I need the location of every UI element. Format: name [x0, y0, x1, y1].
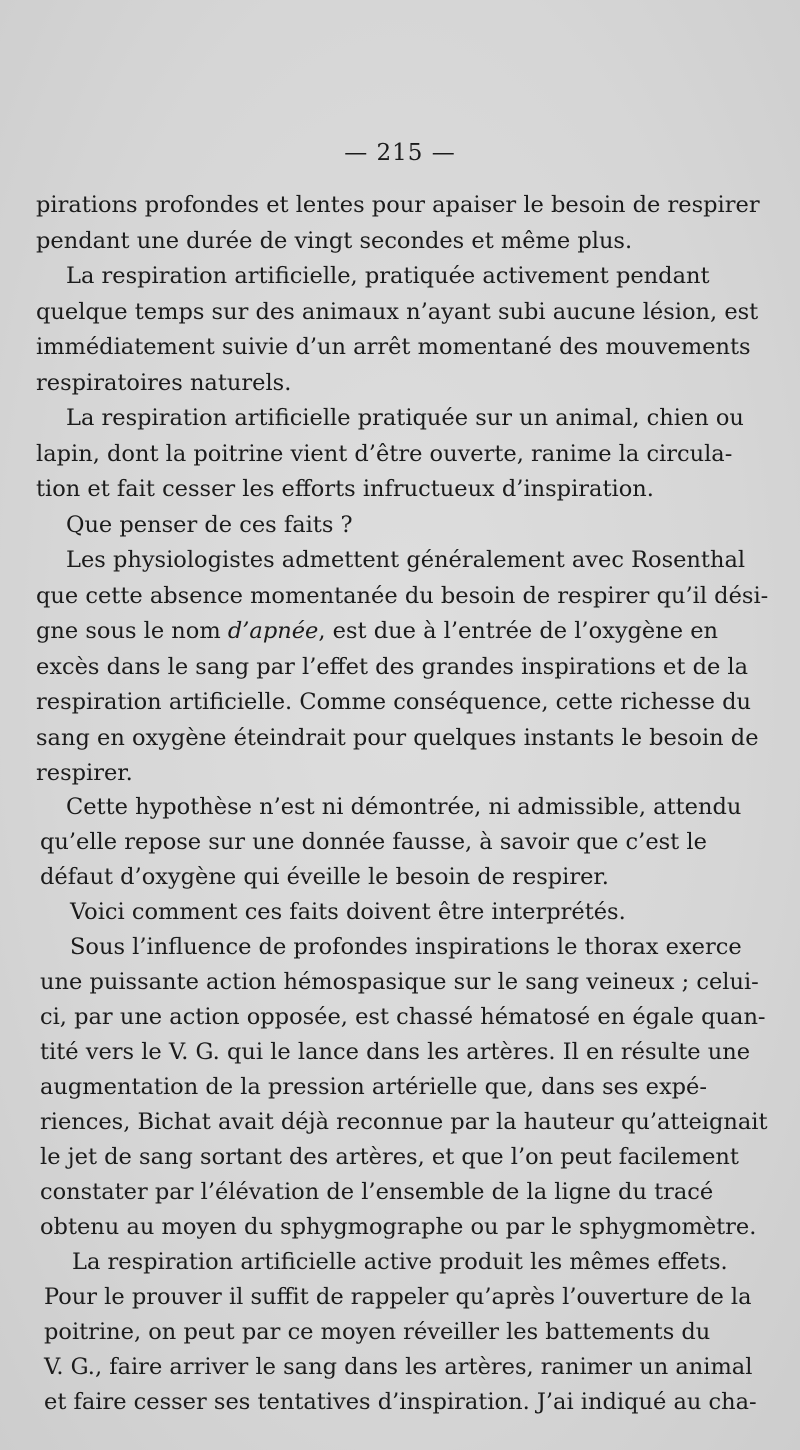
text-line: qu’elle repose sur une donnée fausse, à savoir que c’est le — [40, 829, 707, 855]
text-line: Que penser de ces faits ? — [66, 512, 353, 538]
text-line: constater par l’élévation de l’ensemble de la ligne du tracé — [40, 1179, 714, 1205]
text-line: pendant une durée de vingt secondes et même plus. — [36, 228, 633, 254]
text-line: poitrine, on peut par ce moyen réveiller les battements du — [44, 1319, 711, 1345]
text-line: et faire cesser ses tentatives d’inspiration. J’ai indiqué au cha- — [44, 1389, 757, 1415]
text-line: respiratoires naturels. — [36, 370, 292, 396]
text-line: obtenu au moyen du sphygmographe ou par le sphygmomètre. — [40, 1214, 757, 1240]
text-line: ci, par une action opposée, est chassé hématosé en égale quan- — [40, 1004, 766, 1030]
text-line: La respiration artificielle, pratiquée activement pendant — [66, 263, 710, 289]
page-number: — 215 — — [344, 140, 456, 166]
text-line: Les physiologistes admettent généralement avec Rosenthal — [66, 547, 746, 573]
text-line: respiration artificielle. Comme conséquence, cette richesse du — [36, 689, 751, 715]
text-line: tité vers le V. G. qui le lance dans les artères. Il en résulte une — [40, 1039, 751, 1065]
text-line: respirer. — [36, 760, 133, 786]
text-line: augmentation de la pression artérielle que, dans ses expé- — [40, 1074, 707, 1100]
text-line: La respiration artificielle active produit les mêmes effets. — [72, 1249, 728, 1275]
text-line: sang en oxygène éteindrait pour quelques instants le besoin de — [36, 725, 759, 751]
text-line: Pour le prouver il suffit de rappeler qu’après l’ouverture de la — [44, 1284, 752, 1310]
text-line: une puissante action hémospasique sur le sang veineux ; celui- — [40, 969, 759, 995]
text-line: que cette absence momentanée du besoin de respirer qu’il dési- — [36, 583, 769, 609]
text-line: Voici comment ces faits doivent être interprétés. — [70, 899, 626, 925]
text-line: immédiatement suivie d’un arrêt momentané des mouvements — [36, 334, 751, 360]
text-line: excès dans le sang par l’effet des grandes inspirations et de la — [36, 654, 749, 680]
text-line: riences, Bichat avait déjà reconnue par la hauteur qu’atteignait — [40, 1109, 768, 1135]
text-line: Cette hypothèse n’est ni démontrée, ni admissible, attendu — [66, 794, 742, 820]
text-line: quelque temps sur des animaux n’ayant subi aucune lésion, est — [36, 299, 759, 325]
text-line: gne sous le nom d’apnée, est due à l’entrée de l’oxygène en — [36, 618, 719, 644]
text-line: Sous l’influence de profondes inspirations le thorax exerce — [70, 934, 742, 960]
text-line: pirations profondes et lentes pour apaiser le besoin de respirer — [36, 192, 760, 218]
text-line: lapin, dont la poitrine vient d’être ouverte, ranime la circula- — [36, 441, 733, 467]
text-line: tion et fait cesser les efforts infructueux d’inspiration. — [36, 476, 654, 502]
text-line: La respiration artificielle pratiquée sur un animal, chien ou — [66, 405, 744, 431]
text-line: défaut d’oxygène qui éveille le besoin de respirer. — [40, 864, 609, 890]
text-line: le jet de sang sortant des artères, et que l’on peut facilement — [40, 1144, 739, 1170]
text-line: V. G., faire arriver le sang dans les artères, ranimer un animal — [44, 1354, 753, 1380]
